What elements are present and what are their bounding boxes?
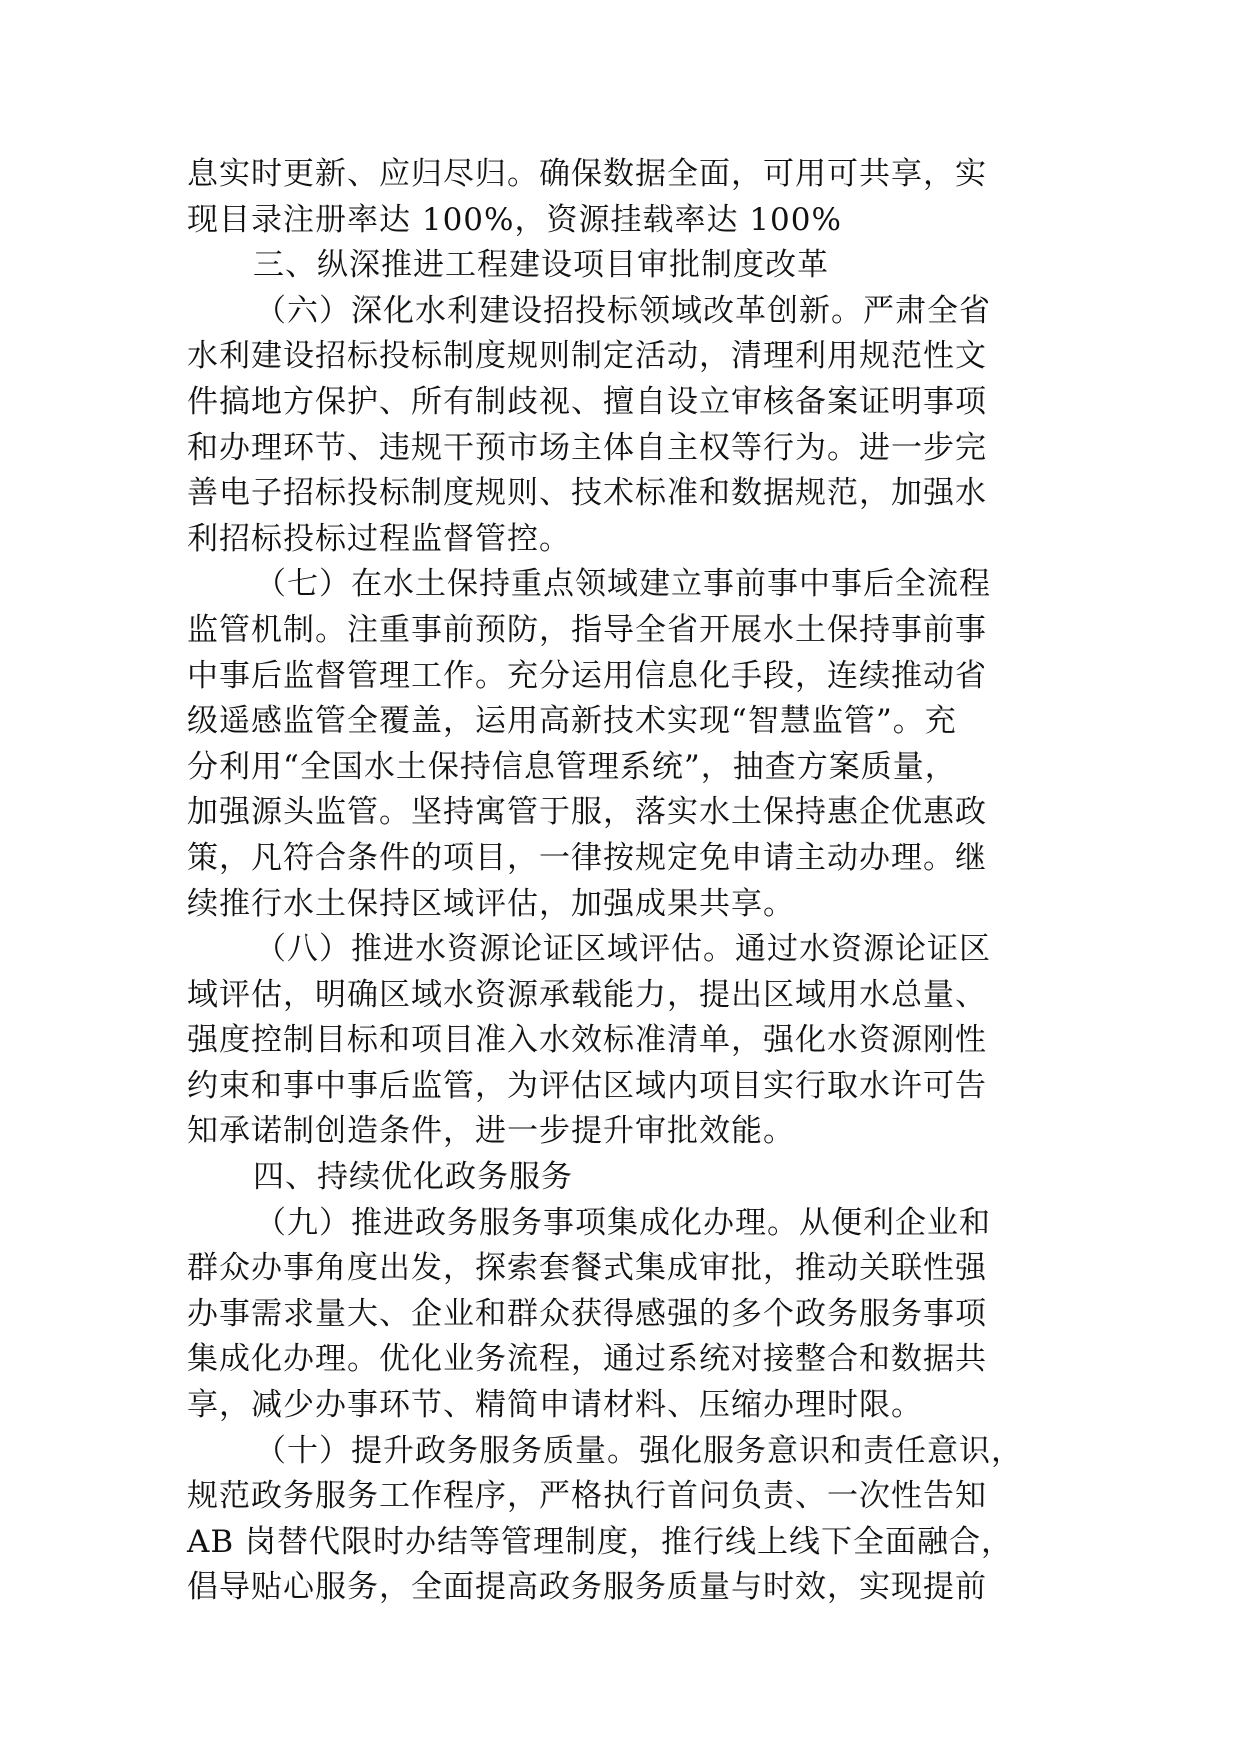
text-line: 善电子招标投标制度规则、技术标准和数据规范，加强水: [187, 475, 987, 512]
text-line: 强度控制目标和项目准入水效标准清单，强化水资源刚性: [187, 1022, 987, 1059]
text-line: 级遥感监管全覆盖，运用高新技术实现“智慧监管”。充: [187, 703, 957, 740]
text-line: 集成化办理。优化业务流程，通过系统对接整合和数据共: [187, 1341, 987, 1378]
paragraph-8-start: （八）推进水资源论证区域评估。通过水资源论证区: [255, 931, 991, 968]
text-line: 办事需求量大、企业和群众获得感强的多个政务服务事项: [187, 1295, 987, 1332]
paragraph-7-start: （七）在水土保持重点领域建立事前事中事后全流程: [255, 566, 991, 603]
text-line: 件搞地方保护、所有制歧视、擅自设立审核备案证明事项: [187, 383, 987, 420]
text-line: 策，凡符合条件的项目，一律按规定免申请主动办理。继: [187, 839, 987, 876]
text-line: 加强源头监管。坚持寓管于服，落实水土保持惠企优惠政: [187, 794, 987, 831]
section-heading-3: 三、纵深推进工程建设项目审批制度改革: [253, 247, 829, 284]
text-line: 分利用“全国水土保持信息管理系统”，抽查方案质量，: [187, 748, 957, 785]
text-line: 约束和事中事后监管，为评估区域内项目实行取水许可告: [187, 1067, 987, 1104]
text-line: 群众办事角度出发，探索套餐式集成审批，推动关联性强: [187, 1250, 987, 1287]
paragraph-9-start: （九）推进政务服务事项集成化办理。从便利企业和: [255, 1204, 991, 1241]
section-heading-4: 四、持续优化政务服务: [253, 1159, 573, 1196]
text-line: 现目录注册率达 100%，资源挂载率达 100%: [187, 201, 842, 238]
paragraph-6-start: （六）深化水利建设招投标领域改革创新。严肃全省: [255, 292, 991, 329]
text-line: 水利建设招标投标制度规则制定活动，清理利用规范性文: [187, 338, 987, 375]
text-line: 监管机制。注重事前预防，指导全省开展水土保持事前事: [187, 611, 987, 648]
text-line: 享，减少办事环节、精简申请材料、压缩办理时限。: [187, 1387, 923, 1424]
paragraph-10-start: （十）提升政务服务质量。强化服务意识和责任意识，: [255, 1432, 1023, 1469]
text-line: 倡导贴心服务，全面提高政务服务质量与时效，实现提前: [187, 1569, 987, 1606]
text-line: 中事后监督管理工作。充分运用信息化手段，连续推动省: [187, 657, 987, 694]
text-line: AB 岗替代限时办结等管理制度，推行线上线下全面融合，: [187, 1523, 1014, 1560]
text-line: 规范政务服务工作程序，严格执行首问负责、一次性告知: [187, 1478, 987, 1515]
text-line: 和办理环节、违规干预市场主体自主权等行为。进一步完: [187, 429, 987, 466]
text-line: 域评估，明确区域水资源承载能力，提出区域用水总量、: [187, 976, 987, 1013]
text-line: 续推行水土保持区域评估，加强成果共享。: [187, 885, 795, 922]
document-body: [187, 152, 1067, 1611]
text-line: 利招标投标过程监督管控。: [187, 520, 571, 557]
text-line: 息实时更新、应归尽归。确保数据全面，可用可共享，实: [187, 156, 987, 192]
text-line: 知承诺制创造条件，进一步提升审批效能。: [187, 1113, 795, 1150]
